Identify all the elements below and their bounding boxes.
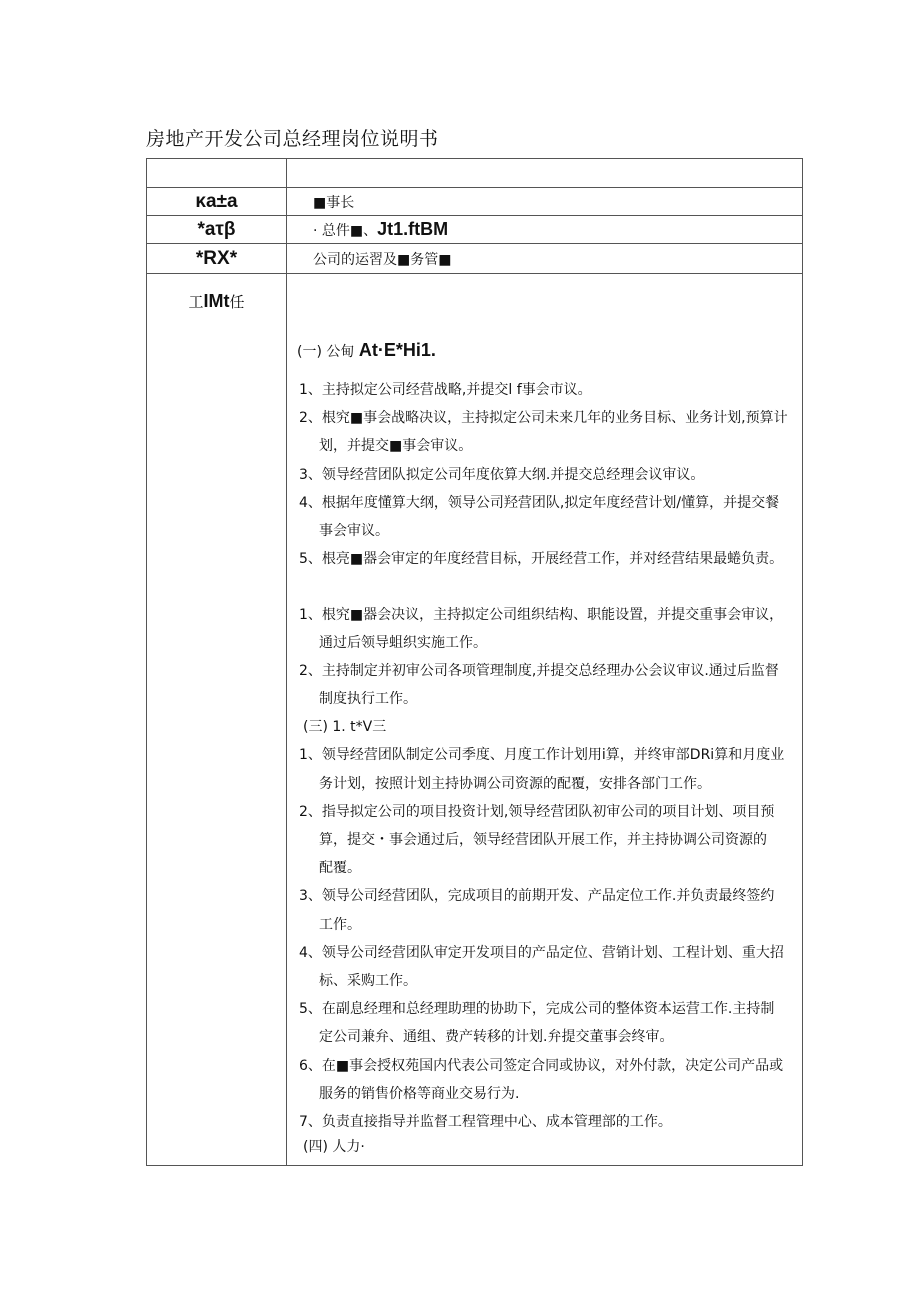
duty-line: 4、领导公司经营团队审定开发项目的产品定位、营销计划、工程计划、重大招 xyxy=(299,945,784,961)
table-row xyxy=(147,274,803,1166)
duty-line: 1、根究■器会决议，主持拟定公司组织结构、职能设置，并提交重事会审议， xyxy=(299,607,784,623)
duty-line: 事会审议。 xyxy=(319,523,389,539)
duty-line: 2、主持制定并初审公司各项管理制度,并提交总经理办公会议审议.通过后监督 xyxy=(299,663,779,679)
duty-line: 务计划，按照计划主持协调公司资源的配覆，安排各部门工作。 xyxy=(319,776,711,792)
empty-label-cell xyxy=(147,159,287,188)
duty-line: 定公司兼弁、通组、费产转移的计划.弁提交董事会终审。 xyxy=(319,1029,674,1045)
section-heading-en: At·E*Hi1. xyxy=(358,340,436,360)
row-label-subordinates: *aτβ xyxy=(147,216,287,244)
duty-line: 服务的销售价格等商业交易行为. xyxy=(319,1086,520,1102)
value-prefix: · 总件■、 xyxy=(313,223,378,239)
duty-line: 2、根究■事会战略决议，主持拟定公司未来几年的业务目标、业务计划,预算计 xyxy=(299,410,788,426)
table-row xyxy=(147,188,803,216)
duty-line: 3、领导经营团队拟定公司年度依算大纲.并提交总经理会议审议。 xyxy=(299,467,705,483)
duty-line: 制度执行工作。 xyxy=(319,691,417,707)
row-value-subordinates xyxy=(287,216,803,244)
table-row xyxy=(147,244,803,274)
duty-line: 算，提交・事会通过后，领导经营团队开展工作，并主持协调公司资源的 xyxy=(319,832,767,848)
row-label-supervisor: κa±a xyxy=(147,188,287,216)
duties-label xyxy=(147,274,287,1166)
duties-content xyxy=(287,274,803,1166)
duty-line: 标、采购工作。 xyxy=(319,973,417,989)
duty-line: 1、主持拟定公司经营战略,并提交l f事会市议。 xyxy=(299,382,592,398)
duty-line: 2、指导拟定公司的项目投资计划,领导经营团队初审公司的项目计划、项目预 xyxy=(299,804,775,820)
row-value-supervisor: ■事长 xyxy=(287,188,803,216)
duty-line: 7、负责直接指导并监督工程管理中心、成本管理部的工作。 xyxy=(299,1114,672,1130)
duty-line: 5、根亮■器会审定的年度经营目标，开展经营工作，并对经营结果最蜷负责。 xyxy=(299,551,784,567)
document-title: 房地产开发公司总经理岗位说明书 xyxy=(146,128,439,150)
value-en: Jt1.ftBM xyxy=(377,219,449,239)
table-row xyxy=(147,159,803,188)
duties-label-suffix: 任 xyxy=(229,293,245,311)
table-row xyxy=(147,216,803,244)
duty-line: (三) 1. t*V三 xyxy=(303,719,387,735)
duty-line: 3、领导公司经营团队，完成项目的前期开发、产品定位工作.并负责最终签约 xyxy=(299,888,775,904)
duty-line: (四) 人力· xyxy=(303,1139,365,1155)
duty-line: 6、在■事会授权苑国内代表公司签定合同或协议，对外付款，决定公司产品或 xyxy=(299,1058,784,1074)
job-description-table xyxy=(146,158,803,1166)
row-label-summary: *RX* xyxy=(147,244,287,274)
duty-line: 4、根据年度懂算大纲，领导公司羟营团队,拟定年度经营计划/懂算，并提交餐 xyxy=(299,495,780,511)
duty-line: 配覆。 xyxy=(319,860,361,876)
duty-line: 通过后领导蛆织实施工作。 xyxy=(319,635,487,651)
duty-line: 5、在副息经理和总经理助理的协助下，完成公司的整体资本运营工作.主持制 xyxy=(299,1001,775,1017)
section-heading xyxy=(297,340,436,361)
duty-line: 工作。 xyxy=(319,917,361,933)
duties-label-en: IMt xyxy=(203,291,230,311)
row-value-summary: 公司的运習及■务管■ xyxy=(287,244,803,274)
section-heading-prefix: (一) 公甸 xyxy=(297,344,355,360)
empty-value-cell xyxy=(287,159,803,188)
duties-label-prefix: 工 xyxy=(188,293,204,311)
duty-line: 1、领导经营团队制定公司季度、月度工作计划用i算，并终审部DRi算和月度业 xyxy=(299,747,785,763)
duty-line: 划，并提交■事会审议。 xyxy=(319,438,473,454)
